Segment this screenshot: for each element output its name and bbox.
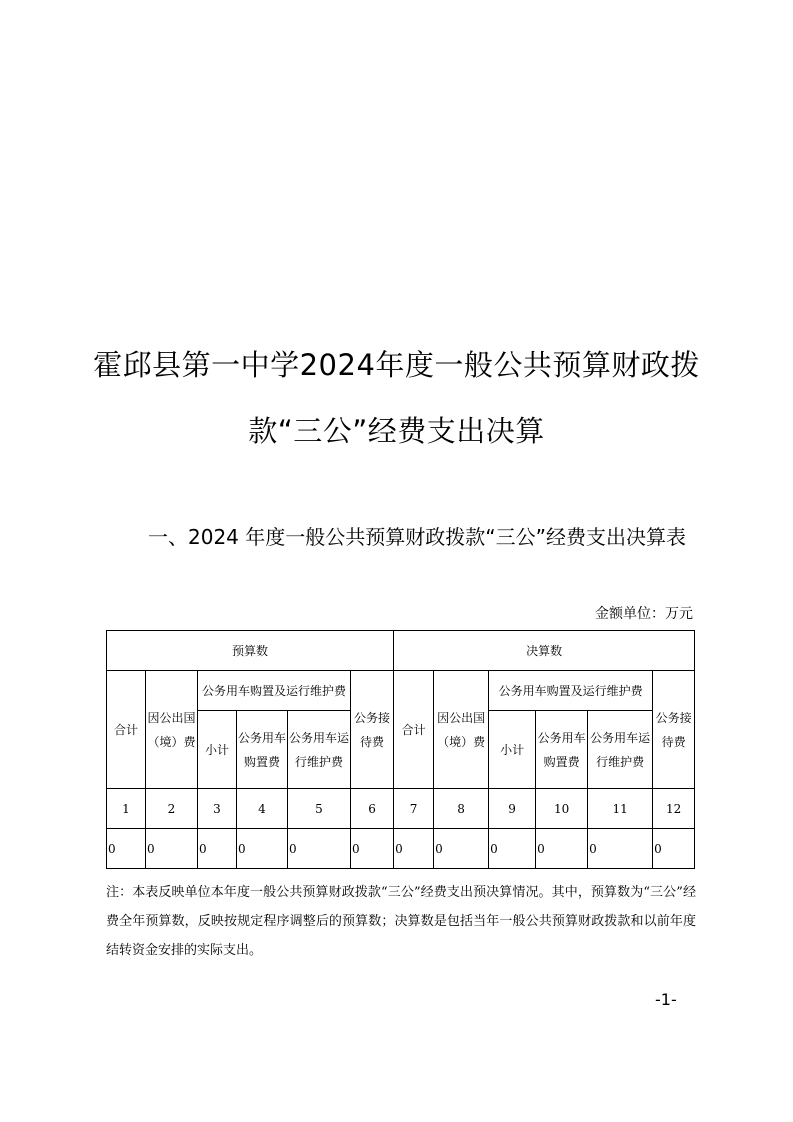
index-cell: 11 xyxy=(588,789,653,829)
section-heading: 一、2024 年度一般公共预算财政拨款“三公”经费支出决算表 xyxy=(148,525,686,549)
budget-subtotal-header: 小计 xyxy=(198,711,237,789)
value-cell: 0 xyxy=(288,829,351,869)
value-cell: 0 xyxy=(237,829,288,869)
budget-group-header: 预算数 xyxy=(107,631,394,671)
index-cell: 10 xyxy=(536,789,588,829)
budget-total-header: 合计 xyxy=(107,671,146,789)
final-total-header: 合计 xyxy=(394,671,434,789)
table-value-row xyxy=(107,829,695,869)
final-abroad-header: 因公出国（境）费 xyxy=(434,671,489,789)
index-cell: 8 xyxy=(434,789,489,829)
index-cell: 9 xyxy=(489,789,536,829)
final-vehicle-group-header: 公务用车购置及运行维护费 xyxy=(489,671,653,711)
table-index-row xyxy=(107,789,695,829)
index-cell: 5 xyxy=(288,789,351,829)
final-reception-header: 公务接待费 xyxy=(653,671,695,789)
page-title-line-2: 款“三公”经费支出决算 xyxy=(248,414,545,448)
table-note: 注：本表反映单位本年度一般公共预算财政拨款“三公”经费支出预决算情况。其中，预算数为“三公”经费全年预算数，反映按规定程序调整后的预算数；决算数是包括当年一般公共预算财政拨款和以前年度结转资金安排的实际支出。 xyxy=(106,885,696,958)
value-cell: 0 xyxy=(489,829,536,869)
final-subtotal-header: 小计 xyxy=(489,711,536,789)
value-cell: 0 xyxy=(394,829,434,869)
value-cell: 0 xyxy=(588,829,653,869)
index-cell: 2 xyxy=(146,789,198,829)
value-cell: 0 xyxy=(198,829,237,869)
index-cell: 7 xyxy=(394,789,434,829)
index-cell: 1 xyxy=(107,789,146,829)
value-cell: 0 xyxy=(351,829,394,869)
budget-table xyxy=(106,630,695,869)
value-cell: 0 xyxy=(434,829,489,869)
budget-abroad-header: 因公出国（境）费 xyxy=(146,671,198,789)
budget-vehicle-operation-header: 公务用车运行维护费 xyxy=(288,711,351,789)
page-title-line-1: 霍邱县第一中学2024年度一般公共预算财政拨 xyxy=(93,348,700,382)
index-cell: 3 xyxy=(198,789,237,829)
value-cell: 0 xyxy=(653,829,695,869)
value-cell: 0 xyxy=(146,829,198,869)
final-vehicle-purchase-header: 公务用车购置费 xyxy=(536,711,588,789)
value-cell: 0 xyxy=(107,829,146,869)
final-group-header: 决算数 xyxy=(394,631,695,671)
budget-reception-header: 公务接待费 xyxy=(351,671,394,789)
value-cell: 0 xyxy=(536,829,588,869)
budget-vehicle-purchase-header: 公务用车购置费 xyxy=(237,711,288,789)
page-number: -1- xyxy=(655,990,677,1009)
index-cell: 6 xyxy=(351,789,394,829)
table-group-header-row xyxy=(107,631,695,671)
budget-vehicle-group-header: 公务用车购置及运行维护费 xyxy=(198,671,351,711)
unit-label: 金额单位：万元 xyxy=(595,606,693,622)
index-cell: 4 xyxy=(237,789,288,829)
final-vehicle-operation-header: 公务用车运行维护费 xyxy=(588,711,653,789)
index-cell: 12 xyxy=(653,789,695,829)
table-header-row-1 xyxy=(107,671,695,711)
